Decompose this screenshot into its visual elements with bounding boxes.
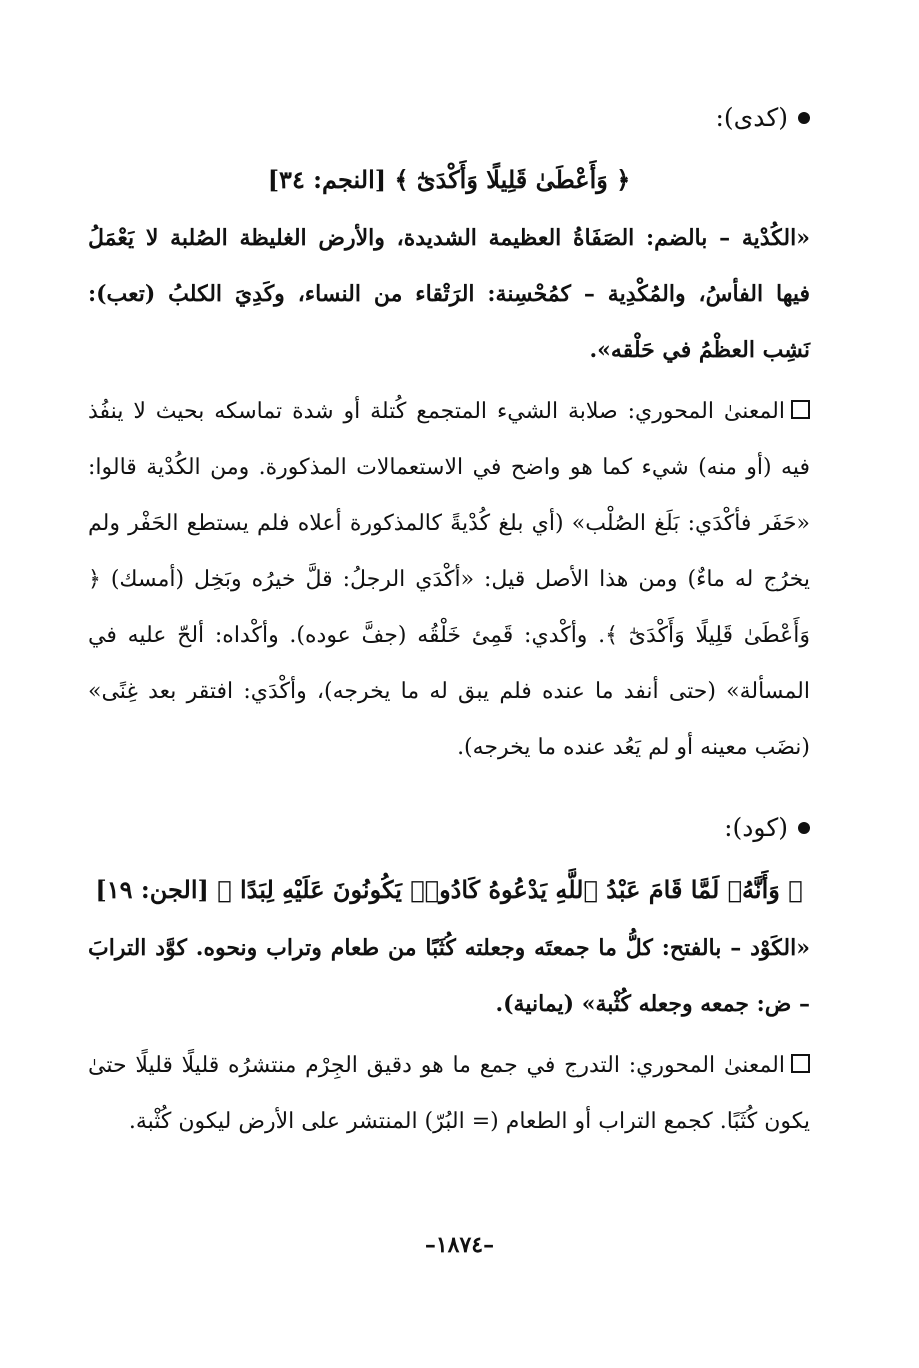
core-meaning-text: التدرج في جمع ما هو دقيق الجِرْم منتشرُه قليلًا قليلًا حتىٰ يكون كُثَبًا. كجمع التراب أو الطعام (= البُرّ) المنتشر على الأرض ليكون كُثْبة. [88, 1053, 810, 1134]
core-meaning-text: صلابة الشيء المتجمع كُتلة أو شدة تماسكه بحيث لا ينفُذ فيه (أو منه) شيء كما هو واضح في الاستعمالات المذكورة. ومن الكُدْية قالوا: «حَفَر فأكْدَي: بَلَغ الصُلْب» (أي بلغ كُدْيةً كالمذكورة أعلاه فلم يستطع الحَفْر ولم يخرُج له ماءٌ) ومن هذا الأصل قيل: «أكْدَي الرجلُ: قلَّ خيرُه وبَخِل (أمسك) ﴿ وَأَعْطَىٰ قَلِيلًا وَأَكْدَىٰٓ ﴾. وأكْدي: قَمِئ خَلْقُه (جفَّ عوده). وأكْداه: ألحّ عليه في المسألة» (حتى أنفد ما عنده فلم يبق له ما يخرجه)، وأكْدَي: افتقر بعد غِنًى» (نضَب معينه أو لم يَعُد عنده ما يخرجه). [88, 399, 810, 760]
core-meaning-paragraph [88, 384, 810, 776]
quran-verse: ﴿ وَأَنَّهُۥ لَمَّا قَامَ عَبْدُ ٱللَّهِ يَدْعُوهُ كَادُوا۟ يَكُونُونَ عَلَيْهِ لِبَدًا ﴾ [الجن: ١٩] [95, 875, 803, 904]
bullet-icon [798, 112, 810, 124]
lexicon-quote: «الكَوْد – بالفتح: كلُّ ما جمعتَه وجعلته كُثَبًا من طعام وتراب ونحوه. كوَّد الترابَ – ض: جمعه وجعله كُثْبة» (يمانية). [88, 935, 810, 1017]
core-meaning-label: المعنىٰ المحوري: [628, 1053, 785, 1078]
square-box-icon [791, 400, 810, 419]
entry-heading [88, 802, 810, 854]
quran-verse: ﴿ وَأَعْطَىٰ قَلِيلًا وَأَكْدَىٰٓ ﴾ [النجم: ٣٤] [267, 165, 631, 194]
entry-heading-text: (كدى): [715, 103, 788, 132]
core-meaning-label: المعنىٰ المحوري: [627, 399, 785, 424]
lexicon-quote: «الكُدْية – بالضم: الصَفَاةُ العظيمة الشديدة، والأرض الغليظة الصُلبة لا يَعْمَلُ فيها الفأسُ، والمُكْدِية – كمُحْسِنة: الرَتْقاء من النساء، وكَدِيَ الكلبُ (تعب): نَشِب العظْمُ في حَلْقه». [88, 225, 810, 363]
page-number: –١٨٧٤– [424, 1232, 495, 1258]
square-box-icon [791, 1054, 810, 1073]
entry-heading-text: (كود): [724, 813, 788, 842]
core-meaning-paragraph [88, 1038, 810, 1150]
document-page [88, 92, 810, 1150]
bullet-icon [798, 822, 810, 834]
entry-heading [88, 92, 810, 144]
